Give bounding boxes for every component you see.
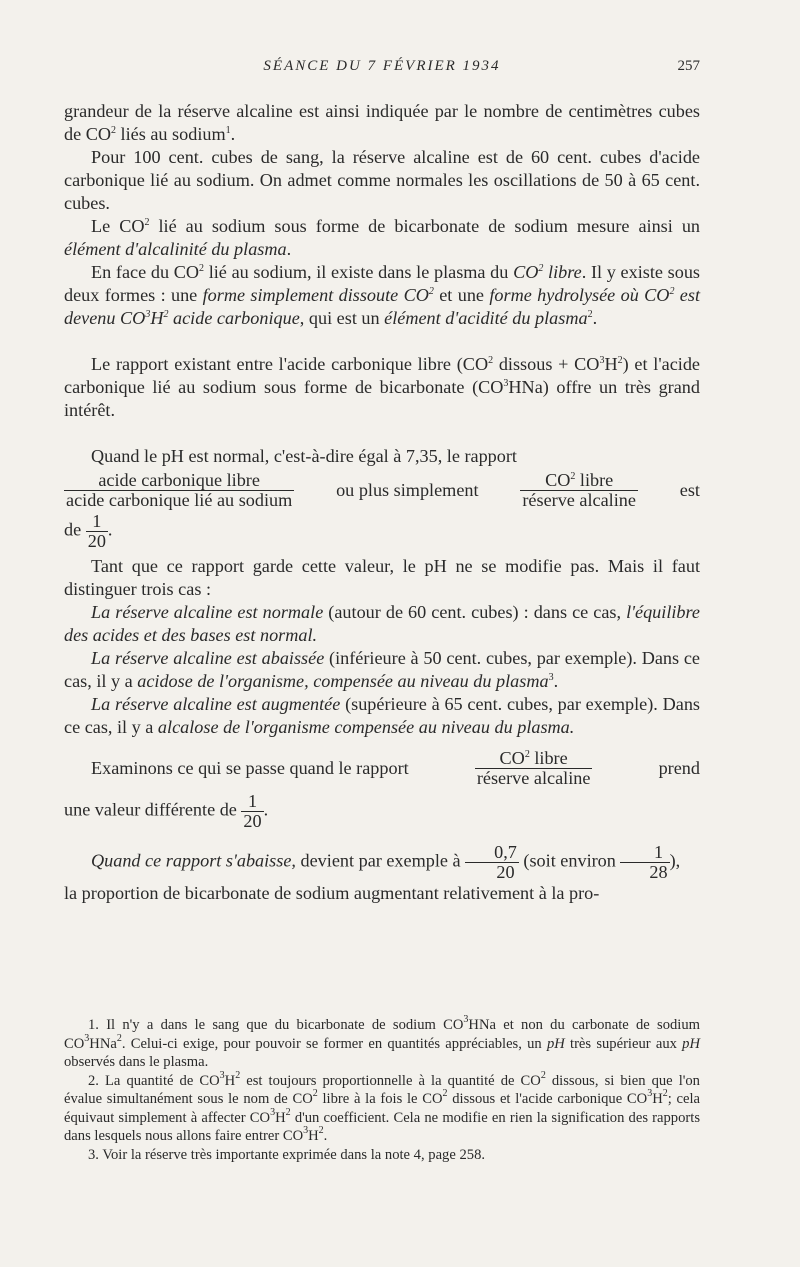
fraction-07-20: $\frac{0,7}{20}$ <box>465 843 519 882</box>
footnote-ref: 1 <box>225 125 231 136</box>
paragraph: En face du $CO^2$ lié au sodium, il existe dans le plasma du $CO^2$ libre. Il y existe sous deux formes : une forme simplement dissoute $CO^2$ et une forme hydrolysée où $CO^2$ est devenu $CO^3H^2$ acide carbonique, qui est un élément d'acidité du plasma$^2$. <box>64 262 701 328</box>
footnote-3: 3. Voir la réserve très importante exprimée dans la note 4, page 258. <box>88 1146 486 1163</box>
paragraph: Tant que ce rapport garde cette valeur, le pH ne se modifie pas. Mais il faut distinguer trois cas : <box>64 556 700 599</box>
fraction-1-28: $\frac{1}{28}$ <box>620 843 669 882</box>
paragraph: grandeur de la réserve alcaline est ainsi indiquée par le nombre de centimètres cubes de $CO^2$ liés au sodium$^1$. <box>64 101 700 144</box>
ratio-line-2: Examinons ce qui se passe quand le rapport $\frac{CO^2 libre}{\text{réserve alcaline}}$ prend <box>91 748 700 788</box>
fraction-ratio-3: $\frac{CO^2 libre}{\text{réserve alcaline}}$ <box>476 748 591 788</box>
paragraph: Quand ce rapport s'abaisse, devient par exemple à $\frac{0,7}{20}$ (soit environ $\frac{1}{28}$ ), <box>91 842 681 882</box>
footnotes <box>64 1016 700 1164</box>
footnote-1: 1. Il n'y a dans le sang que du bicarbonate de sodium $CO^3HNa$ et non du carbonate de sodium $CO^3HNa^2$. Celui-ci exige, pour pouvoir se former en quantités appréciables, un pH très supérieur aux pH observés dans le plasma. <box>64 1014 700 1070</box>
paragraph: La réserve alcaline est augmentée (supérieure à 65 cent. cubes, par exemple). Dans ce cas, il y a alcalose de l'organisme compensée au niveau du plasma. <box>64 694 700 737</box>
footnote-ref: 2 <box>587 309 593 320</box>
footnote-2: 2. La quantité de $CO^3H^2$ est toujours proportionnelle à la quantité de $CO^2$ dissous, si bien que l'on évalue simultanément sous le nom de $CO^2$ libre à la fois le $CO^2$ dissous et l'acide carbonique $CO^3H^2$; cela équivaut simplement à affecter $CO^3H^2$ d'un coefficient. Cela ne modifie en rien la signification des rapports dans lesquels nous allons faire entrer $CO^3H^2$. <box>64 1069 701 1144</box>
fraction-1-20: $\frac{1}{20}$ <box>243 791 262 831</box>
paragraph: une valeur différente de $\frac{1}{20}$ . <box>64 791 269 831</box>
fraction-1-20: $\frac{1}{20}$ <box>87 511 106 551</box>
fraction-ratio-1: $\frac{\text{acide carbonique libre}}{\text{acide carbonique lié au sodium}}$ <box>66 470 293 510</box>
page-number: 257 <box>677 58 700 74</box>
paragraph: La réserve alcaline est normale (autour de 60 cent. cubes) : dans ce cas, l'équilibre des acides et des bases est normal. <box>64 602 700 645</box>
paragraph: Quand le pH est normal, c'est-à-dire égal à 7,35, le rapport <box>91 446 517 466</box>
paragraph: Le $CO^2$ lié au sodium sous forme de bicarbonate de sodium mesure ainsi un élément d'alcalinité du plasma. <box>64 216 701 259</box>
main-text <box>64 100 700 905</box>
footnote-ref: 3 <box>548 672 554 683</box>
running-header <box>64 58 700 84</box>
ratio-line: $\frac{\text{acide carbonique libre}}{\text{acide carbonique lié au sodium}}$ ou plus simplement $\frac{CO^2 libre}{\text{réserve alcaline}}$ est <box>66 470 700 510</box>
paragraph: Le rapport existant entre l'acide carbonique libre ($CO^2$ dissous + $CO^3H^2$) et l'acide carbonique lié au sodium sous forme de bicarbonate $(CO^3HNa)$ offre un très grand intérêt. <box>64 354 700 420</box>
paragraph: La réserve alcaline est abaissée (inférieure à 50 cent. cubes, par exemple). Dans ce cas, il y a acidose de l'organisme, compensée au niveau du plasma$^3$. <box>64 648 701 691</box>
running-title: SÉANCE DU 7 FÉVRIER 1934 <box>263 58 501 74</box>
fraction-ratio-2: $\frac{CO^2 libre}{\text{réserve alcaline}}$ <box>522 470 636 510</box>
paragraph: la proportion de bicarbonate de sodium augmentant relativement à la pro- <box>64 883 600 903</box>
paragraph: de $\frac{1}{20}$ . <box>64 511 113 551</box>
paragraph: Pour 100 cent. cubes de sang, la réserve alcaline est de 60 cent. cubes d'acide carbonique lié au sodium. On admet comme normales les oscillations de 50 à 65 cent. cubes. <box>64 147 700 213</box>
